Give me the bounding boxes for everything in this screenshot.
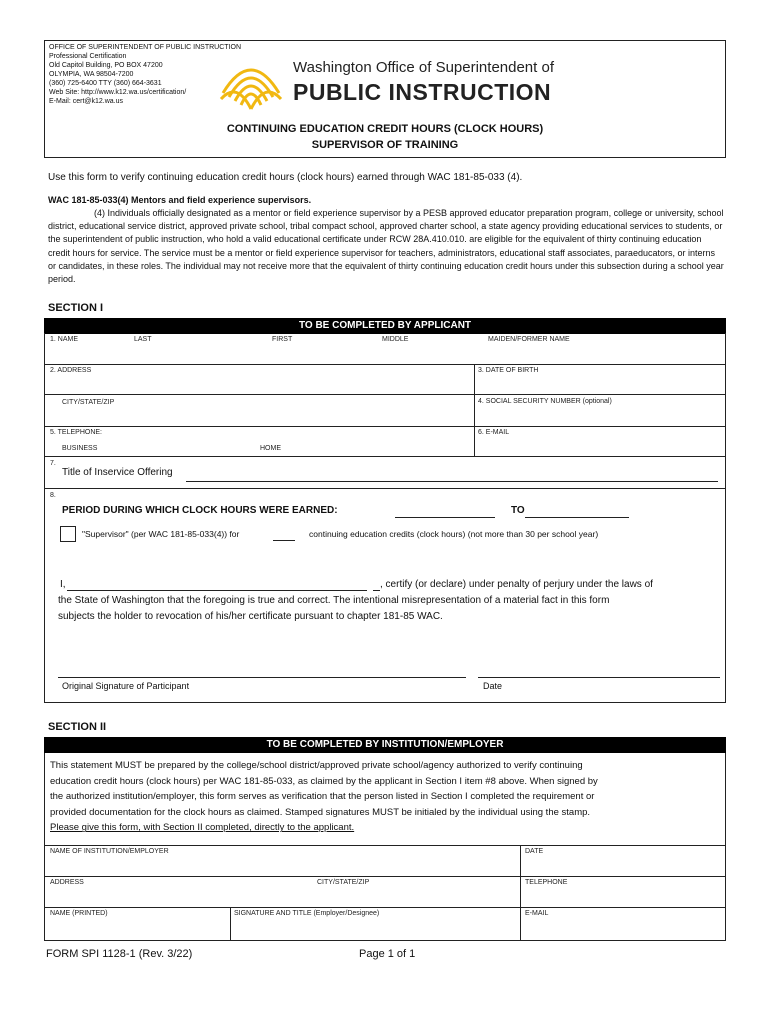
section-1-bar: TO BE COMPLETED BY APPLICANT [44,318,726,334]
credit-hours-line[interactable] [273,540,295,541]
col-divider [230,907,231,941]
row-divider [44,488,726,489]
form-title-line1: CONTINUING EDUCATION CREDIT HOURS (CLOCK HOURS) [226,123,544,135]
date-label: Date [483,681,503,691]
inservice-title-label: Title of Inservice Offering [62,467,173,478]
telephone-field[interactable]: 5. TELEPHONE: [50,429,103,436]
wac-body: (4) Individuals officially designated as a mentor or field experience supervisor by a PESB approved educator preparation program, college or university, school district, educational service district, approved private school, tribal compact school, approved charter school, a state agency providing educational services to students, or the superintendent of public instruction, who hold a valid educational certificate under RCW 28A.410.010. are eligible for the equivalent of thirty continuing education credit hours for service. The service must be a mentor or field experience supervisor for teachers, administrators, educational staff associates, paraeducators, or interns or candidates, in these roles. The individual may not receive more that the equivalent of thirty continuing education credit hours under this subsection during a school year period. [48,208,724,285]
address-field[interactable]: 2. ADDRESS [50,367,92,374]
period-to-line[interactable] [525,517,629,518]
employer-signature-field[interactable]: SIGNATURE AND TITLE (Employer/Designee) [234,910,380,917]
address-line: Web Site: http://www.k12.wa.us/certification/ [49,89,187,96]
col-divider [520,845,521,941]
participant-name-line[interactable] [67,590,367,591]
logo-line1: Washington Office of Superintendent of [293,59,554,76]
statement-block [50,758,598,836]
supervisor-text: "Supervisor" (per WAC 181-85-033(4)) for [82,529,240,539]
ssn-field[interactable]: 4. SOCIAL SECURITY NUMBER (optional) [478,398,612,405]
section-2-bar: TO BE COMPLETED BY INSTITUTION/EMPLOYER [44,737,726,753]
page-number: Page 1 of 1 [359,948,416,960]
address-line: Professional Certification [49,53,127,60]
participant-name-line-end[interactable] [373,590,380,591]
dob-field[interactable]: 3. DATE OF BIRTH [478,367,539,374]
section-2-heading: SECTION II [48,721,107,733]
logo-line2: PUBLIC INSTRUCTION [293,79,552,105]
printed-name-field[interactable]: NAME (PRINTED) [50,910,108,917]
applicant-grid [44,333,726,457]
wac-heading: WAC 181-85-033(4) Mentors and field experience supervisors. [48,195,312,205]
last-name-label: LAST [134,336,152,343]
institution-city-field[interactable]: CITY/STATE/ZIP [317,879,370,886]
signature-label: Original Signature of Participant [62,681,190,691]
address-line: OFFICE OF SUPERINTENDENT OF PUBLIC INSTRUCTION [49,44,241,51]
institution-email-field[interactable]: E-MAIL [525,910,549,917]
home-phone-label: HOME [260,445,281,452]
form-number: FORM SPI 1128-1 (Rev. 3/22) [46,948,193,960]
email-field[interactable]: 6. E-MAIL [478,429,510,436]
cert-text-1: , certify (or declare) under penalty of perjury under the laws of [380,579,653,590]
period-from-line[interactable] [395,517,495,518]
statement-line: This statement MUST be prepared by the college/school district/approved private school/agency authorized to verify continuing [50,760,583,771]
row-divider [44,907,726,908]
form-title-line2: SUPERVISOR OF TRAINING [311,139,459,151]
institution-address-field[interactable]: ADDRESS [50,879,84,886]
city-state-zip-field[interactable]: CITY/STATE/ZIP [62,399,115,406]
row-divider [44,364,726,365]
address-line: Old Capitol Building, PO BOX 47200 [49,62,163,69]
row-divider [44,394,726,395]
item-7-number: 7. [50,460,56,467]
cert-i: I, [60,579,66,590]
institution-telephone-field[interactable]: TELEPHONE [525,879,568,886]
business-phone-label: BUSINESS [62,445,98,452]
header-box [44,40,726,158]
row-divider [44,845,726,846]
institution-name-field[interactable]: NAME OF INSTITUTION/EMPLOYER [50,848,169,855]
credits-text: continuing education credits (clock hours) (not more than 30 per school year) [309,529,599,539]
address-line: E-Mail: cert@k12.wa.us [49,98,124,105]
cert-text-2: the State of Washington that the foregoing is true and correct. The intentional misrepresentation of a material fact in this form [58,595,610,606]
to-label: TO [511,505,525,516]
statement-line: provided documentation for the clock hours as claimed. Stamped signatures MUST be initialed by the individual using the stamp. [50,806,591,818]
item-8-number: 8. [50,492,56,499]
cert-text-3: subjects the holder to revocation of his/her certificate pursuant to chapter 181-85 WAC. [58,611,443,622]
first-name-label: FIRST [272,336,293,343]
ospi-logo-icon [217,53,285,113]
signature-date-line[interactable] [478,677,720,678]
statement-line: the authorized institution/employer, this form serves as verification that the person listed in Section I completed the requirement or [50,791,595,803]
middle-name-label: MIDDLE [382,336,409,343]
name-field-label[interactable]: 1. NAME [50,336,79,343]
col-divider [474,364,475,457]
inservice-title-line[interactable] [186,481,718,482]
row-divider [44,426,726,427]
maiden-name-label: MAIDEN/FORMER NAME [488,336,570,343]
statement-line: Please give this form, with Section II completed, directly to the applicant. [50,822,355,834]
row-divider [44,876,726,877]
address-line: OLYMPIA, WA 98504-7200 [49,71,134,78]
participant-signature-line[interactable] [58,677,466,678]
institution-date-field[interactable]: DATE [525,848,544,855]
period-label: PERIOD DURING WHICH CLOCK HOURS WERE EARNED: [62,505,338,516]
address-line: (360) 725-6400 TTY (360) 664-3631 [49,80,162,87]
intro-text: Use this form to verify continuing education credit hours (clock hours) earned through WAC 181-85-033 (4). [48,172,523,183]
supervisor-checkbox[interactable] [60,526,76,542]
statement-line: education credit hours (clock hours) per WAC 181-85-033, as claimed by the applicant in Section I item #8 above. When signed by [50,775,598,787]
section-1-heading: SECTION I [48,302,104,314]
